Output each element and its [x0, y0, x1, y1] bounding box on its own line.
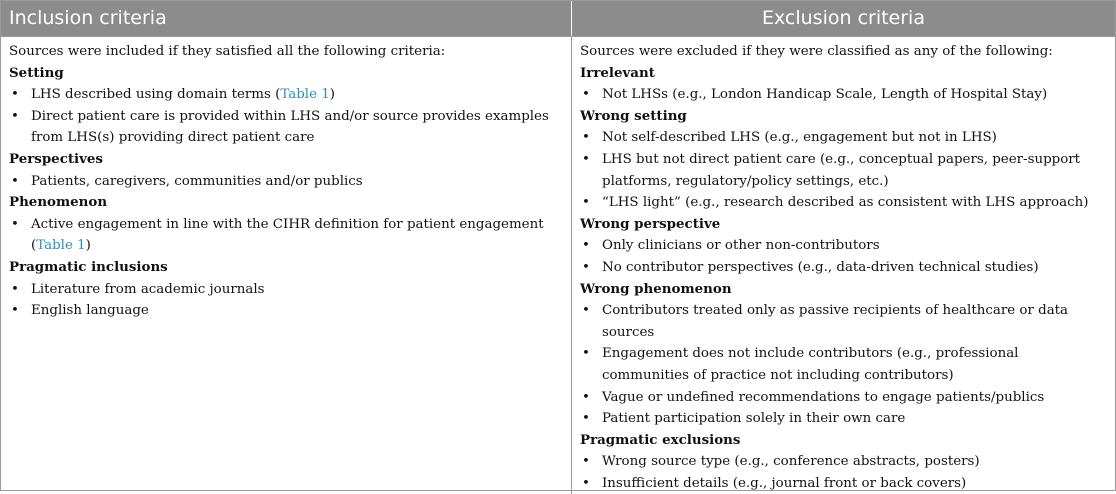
bullet-icon: • — [582, 87, 590, 103]
bullet-icon: • — [582, 454, 590, 470]
bullet-icon: • — [11, 108, 19, 124]
bullet-icon: • — [582, 303, 590, 319]
list-item — [580, 149, 1105, 192]
item-text: LHS but not direct patient care (e.g., conceptual papers, peer-support platforms, regulatory/policy settings, etc.) — [602, 151, 1081, 189]
list-item — [9, 171, 561, 193]
list-item — [9, 84, 561, 106]
list-item — [580, 84, 1105, 106]
item-text: Not LHSs (e.g., London Handicap Scale, Length of Hospital Stay) — [602, 87, 1048, 103]
exclusion-intro: Sources were excluded if they were classified as any of the following: — [580, 44, 1053, 59]
wrong-perspective-heading: Wrong perspective — [580, 215, 721, 232]
bullet-icon: • — [11, 303, 19, 319]
list-item — [9, 279, 561, 301]
list-item — [580, 408, 1105, 430]
wrong-setting-heading: Wrong setting — [580, 107, 687, 124]
pragmatic-inclusions-heading: Pragmatic inclusions — [9, 258, 168, 275]
item-text: Not self-described LHS (e.g., engagement but not in LHS) — [602, 130, 997, 146]
bullet-icon: • — [582, 238, 590, 254]
inclusion-header: Inclusion criteria — [1, 1, 572, 36]
setting-heading: Setting — [9, 64, 64, 81]
list-item — [580, 257, 1105, 279]
item-text: “LHS light” (e.g., research described as consistent with LHS approach) — [602, 195, 1089, 211]
list-item — [580, 387, 1105, 409]
bullet-icon: • — [11, 87, 19, 103]
bullet-icon: • — [11, 216, 19, 232]
bullet-icon: • — [582, 411, 590, 427]
item-text: LHS described using domain terms ( — [31, 87, 281, 103]
list-item — [9, 106, 561, 149]
item-text: ) — [329, 87, 336, 103]
list-item — [580, 300, 1105, 343]
item-text: Engagement does not include contributors (e.g., professional communities of practice not including contributors) — [602, 346, 1019, 383]
bullet-icon: • — [582, 259, 590, 275]
inclusion-intro: Sources were included if they satisfied all the following criteria: — [9, 44, 446, 59]
bullet-icon: • — [11, 173, 19, 189]
bullet-icon: • — [582, 195, 590, 211]
inclusion-cell — [1, 36, 572, 494]
list-item — [580, 343, 1105, 386]
bullet-icon: • — [582, 151, 590, 167]
list-item — [9, 214, 561, 257]
item-text: Direct patient care is provided within LHS and/or source provides examples from LHS(s) providing direct patient care — [31, 108, 549, 146]
perspectives-heading: Perspectives — [9, 150, 103, 167]
table-1-link[interactable]: Table 1 — [36, 238, 86, 254]
list-item — [580, 192, 1105, 214]
exclusion-header: Exclusion criteria — [572, 1, 1115, 36]
item-text: Patients, caregivers, communities and/or publics — [31, 173, 363, 189]
list-item — [580, 451, 1105, 473]
item-text: Active engagement in line with the CIHR definition for patient engagement ( — [31, 216, 544, 254]
item-text: Wrong source type (e.g., conference abstracts, posters) — [602, 454, 980, 470]
bullet-icon: • — [582, 389, 590, 405]
item-text: Contributors treated only as passive recipients of healthcare or data sources — [602, 303, 1069, 340]
item-text: Only clinicians or other non-contributors — [602, 238, 880, 254]
bullet-icon: • — [11, 281, 19, 297]
phenomenon-heading: Phenomenon — [9, 194, 108, 211]
irrelevant-heading: Irrelevant — [580, 64, 655, 81]
item-text: English language — [31, 303, 149, 319]
list-item — [580, 235, 1105, 257]
exclusion-cell — [572, 36, 1115, 494]
bullet-icon: • — [582, 130, 590, 146]
item-text: No contributor perspectives (e.g., data-driven technical studies) — [602, 259, 1039, 275]
item-text: Literature from academic journals — [31, 281, 265, 297]
table-1-link[interactable]: Table 1 — [280, 87, 330, 103]
item-text: Patient participation solely in their own care — [602, 411, 906, 427]
bullet-icon: • — [582, 475, 590, 491]
wrong-phenomenon-heading: Wrong phenomenon — [580, 280, 732, 297]
item-text: Insufficient details (e.g., journal front or back covers) — [602, 475, 967, 491]
list-item — [580, 127, 1105, 149]
pragmatic-exclusions-heading: Pragmatic exclusions — [580, 431, 741, 448]
item-text: Vague or undefined recommendations to engage patients/publics — [602, 389, 1045, 405]
list-item — [9, 300, 561, 322]
item-text: ) — [85, 238, 91, 254]
bullet-icon: • — [582, 346, 590, 362]
